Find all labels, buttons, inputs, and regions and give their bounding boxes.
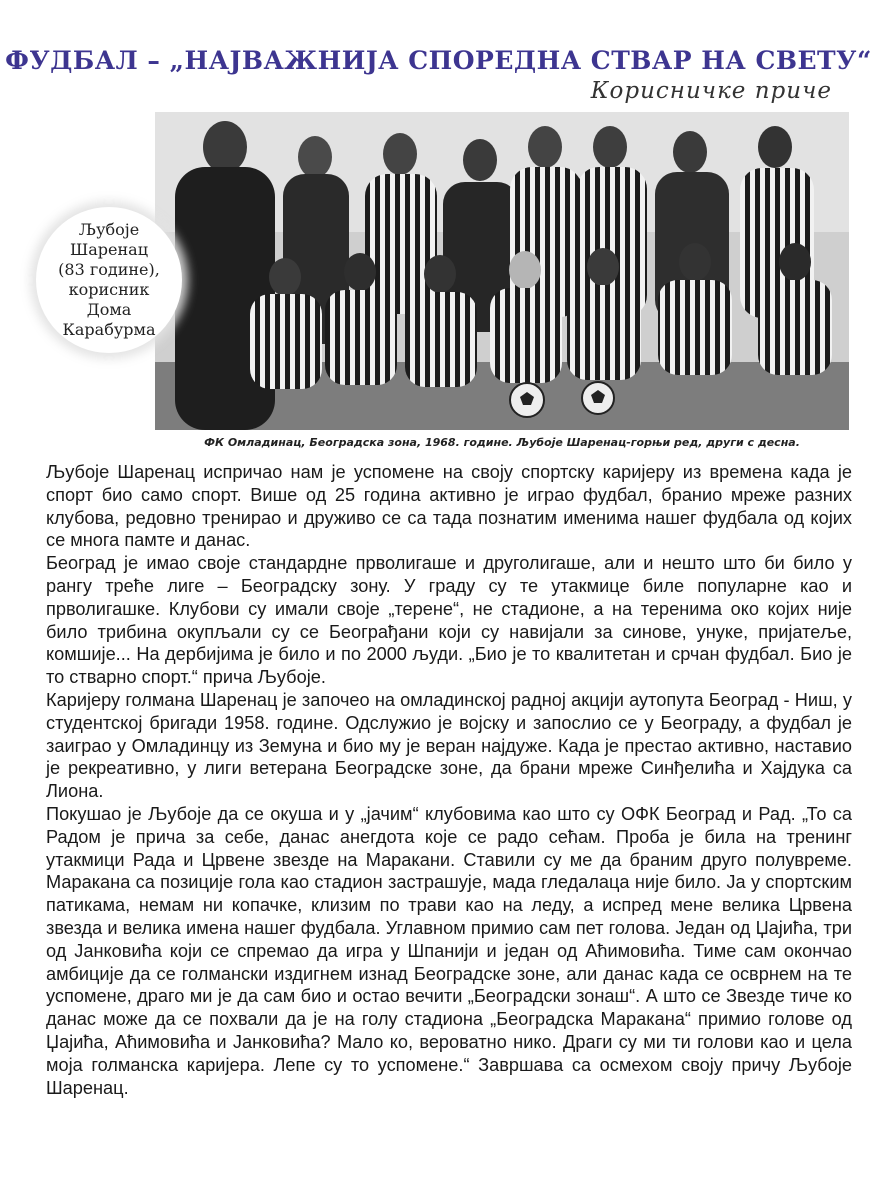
person-age: (83 године), [58,260,160,279]
person-name: Љубоје Шаренац [70,220,148,259]
person-home-line-1: Дома [86,300,132,319]
person-bubble [36,207,182,353]
paragraph-2: Београд је имао своје стандардне прволигаше и друголигаше, али и нешто што би било у рангу треће лиге – Београдску зону. У граду су те утакмице биле популарне као и прволигашке. Клубови су имали своје „терене“, не стадионе, а на теренима око којих није било трибина окупљали су се Београђани који су навијали за синове, унуке, пријатеље, комшије... На дербијима је било и по 2000 људи. „Био је то квалитетан и срчан фудбал. Био је то стварно спорт.“ прича Љубоје. [46,553,852,688]
article-body [46,461,852,1099]
page-subtitle: Корисничке приче [590,78,832,104]
person-label [44,220,174,340]
paragraph-3: Каријеру голмана Шаренац је започео на омладинској радној акцији аутопута Београд - Ниш, у студентској бригади 1958. године. Одслужио је војску и запослио се у Београду, а фудбал је заиграо у Омладинцу из Земуна и био му је веран најдуже. Када је престао активно, наставио је рекреативно, у лиги ветерана Београдске зоне, да брани мреже Синђелића и Хајдука са Лиона. [46,689,852,802]
person-role: корисник [68,280,150,299]
page-title: ФУДБАЛ – „НАЈВАЖНИЈА СПОРЕДНА СТВАР НА СВЕТУ“ [5,46,872,75]
photo-caption: ФК Омладинац, Београдска зона, 1968. године. Љубоје Шаренац-горњи ред, други с десна. [204,436,800,449]
team-photo [155,112,849,430]
paragraph-4: Покушао је Љубоје да се окуша и у „јачим“ клубовима као што су ОФК Београд и Рад. „То са Радом је прича за себе, данас анегдота које се радо сећам. Проба је била на тренинг утакмици Рада и Црвене звезде на Маракани. Ставили су ме да браним друго полувреме. Маракана са позиције гола као стадион застрашује, мада гледалаца није било. Ја у спортским патикама, немам ни копачке, клизим по трави као на леду, а испред мене велика Црвена звезда и велика имена нашег фудбала. Углавном примио сам пет голова. Један од Џајића, три од Јанковића који се спремао да игра у Шпанији и један од Аћимовића. Тиме сам окончао амбиције да се голмански издигнем изнад Београдске зоне, али данас када се осврнем на те успомене, драго ми је да сам био и остао вечити „Београдски зонаш“. А што се Звезде тиче ко данас може да се похвали да је на голу стадиона „Београдска Маракана“ примио голове од Џајића, Аћимовића и Јанковића? Мало ко, вероватно нико. Драги су ми ти голови као и цела моја голманска каријера. Лепе су то успомене.“ Завршава са осмехом своју причу Љубоје Шаренац. [46,803,852,1098]
person-home-line-2: Карабурма [62,320,156,339]
paragraph-1: Љубоје Шаренац испричао нам је успомене на своју спортску каријеру из времена када је спорт био само спорт. Више од 25 година активно је играо фудбал, бранио мреже разних клубова, редовно тренирао и друживо се са тада познатим именима нашег фудбала од којих се многа памте и данас. [46,462,852,551]
